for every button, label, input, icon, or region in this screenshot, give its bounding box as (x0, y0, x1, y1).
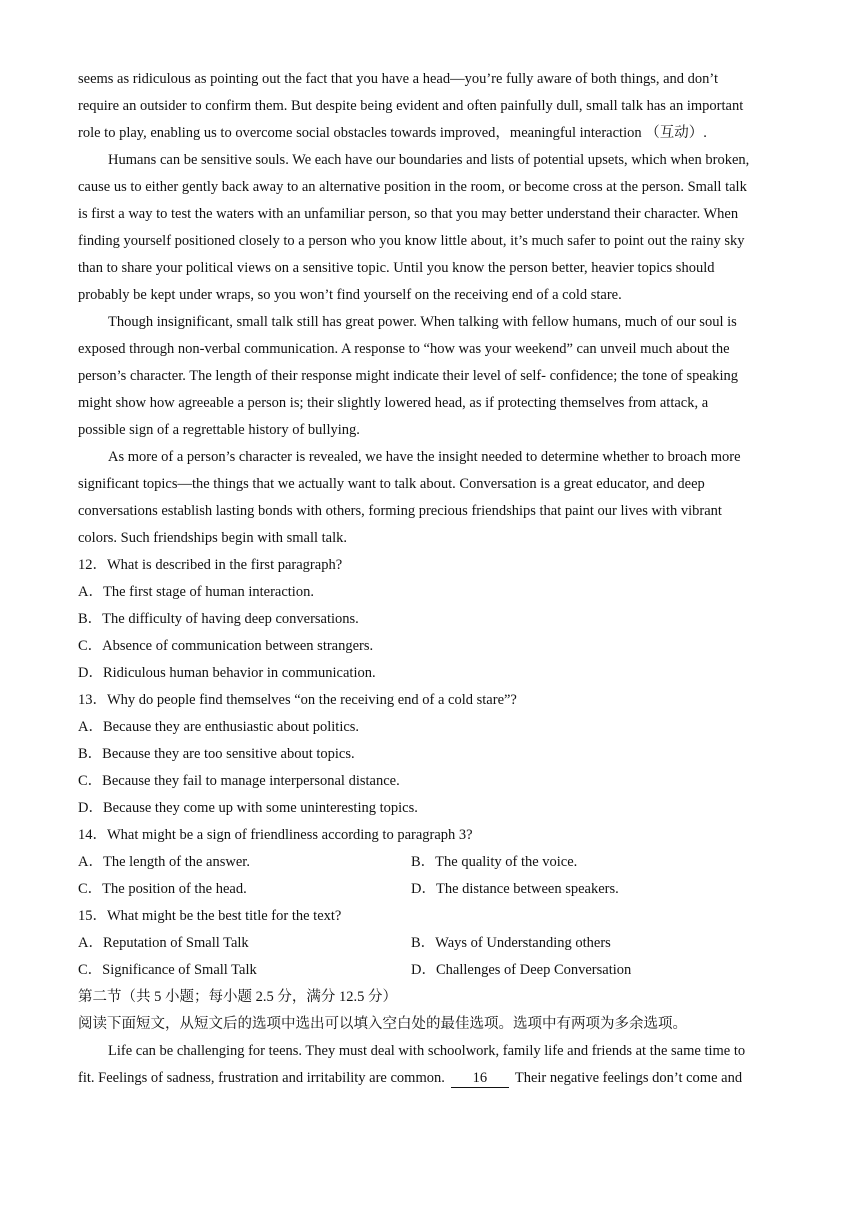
text-line: is first a way to test the waters with an unfamiliar person, so that you may better understand their character. When (78, 206, 739, 222)
option-d: D．The distance between speakers. (411, 881, 619, 897)
text-line: Though insignificant, small talk still has great power. When talking with fellow humans, much of our soul is (108, 314, 737, 330)
options-row (78, 849, 778, 876)
question-stem: 15．What might be the best title for the text? (78, 908, 342, 924)
blank-16[interactable]: 16 (451, 1069, 509, 1088)
question-12 (78, 552, 778, 687)
option-c: C．Significance of Small Talk (78, 962, 257, 978)
text-line: finding yourself positioned closely to a person who you know little about, it’s much safer to point out the rainy sky (78, 233, 745, 249)
option-d: D．Because they come up with some uninteresting topics. (78, 800, 418, 816)
text-line: Humans can be sensitive souls. We each have our boundaries and lists of potential upsets, which when broken, (108, 152, 750, 168)
option-b: B．Because they are too sensitive about topics. (78, 746, 355, 762)
question-15 (78, 903, 778, 984)
text-line: possible sign of a regrettable history of bullying. (78, 422, 360, 438)
text-line: conversations establish lasting bonds with others, forming precious friendships that paint our lives with vibrant (78, 503, 722, 519)
text-line: might show how agreeable a person is; their slightly lowered head, as if protecting themselves from attack, a (78, 395, 709, 411)
question-14 (78, 822, 778, 903)
question-stem: 13．Why do people find themselves “on the receiving end of a cold stare”? (78, 692, 517, 708)
paragraph-4 (78, 444, 778, 552)
text-line: As more of a person’s character is revealed, we have the insight needed to determine whether to broach more (108, 449, 741, 465)
text-before-blank: fit. Feelings of sadness, frustration and irritability are common. (78, 1070, 445, 1086)
text-line: person’s character. The length of their response might indicate their level of self- confidence; the tone of speaking (78, 368, 739, 384)
text-line: exposed through non-verbal communication. A response to “how was your weekend” can unveil much about the (78, 341, 730, 357)
text-line: cause us to either gently back away to an alternative position in the room, or become cross at the person. Small talk (78, 179, 747, 195)
option-d: D．Challenges of Deep Conversation (411, 962, 632, 978)
paragraph-2 (78, 147, 778, 309)
text-line: probably be kept under wraps, so you won’t find yourself on the receiving end of a cold stare. (78, 287, 622, 303)
options-row (78, 930, 778, 957)
option-b: B．The difficulty of having deep conversations. (78, 611, 359, 627)
option-d: D．Ridiculous human behavior in communication. (78, 665, 376, 681)
text-after-blank: Their negative feelings don’t come and (514, 1070, 743, 1086)
question-stem: 14．What might be a sign of friendliness according to paragraph 3? (78, 827, 473, 843)
text-line: colors. Such friendships begin with small talk. (78, 530, 348, 546)
text-line: significant topics—the things that we actually want to talk about. Conversation is a great educator, and deep (78, 476, 705, 492)
text-line: role to play, enabling us to overcome social obstacles towards improved，meaningful interaction （互动）. (78, 125, 707, 141)
section-instruction: 阅读下面短文，从短文后的选项中选出可以填入空白处的最佳选项。选项中有两项为多余选项。 (78, 1016, 687, 1032)
option-b: B．The quality of the voice. (411, 854, 578, 870)
text-line: Life can be challenging for teens. They must deal with schoolwork, family life and friends at the same time to (108, 1043, 746, 1059)
question-stem: 12．What is described in the first paragraph? (78, 557, 343, 573)
options-row (78, 876, 778, 903)
option-a: A．The length of the answer. (78, 854, 250, 870)
text-line: require an outsider to confirm them. But despite being evident and often painfully dull, small talk has an important (78, 98, 744, 114)
exam-page (78, 66, 778, 1092)
section-heading: 第二节（共 5 小题；每小题 2.5 分，满分 12.5 分） (78, 989, 397, 1005)
text-line: than to share your political views on a sensitive topic. Until you know the person better, heavier topics should (78, 260, 715, 276)
option-c: C．Absence of communication between strangers. (78, 638, 374, 654)
option-a: A．Because they are enthusiastic about politics. (78, 719, 360, 735)
options-row (78, 957, 778, 984)
text-line-with-blank (78, 1065, 778, 1092)
option-a: A．Reputation of Small Talk (78, 935, 249, 951)
question-13 (78, 687, 778, 822)
option-c: C．The position of the head. (78, 881, 247, 897)
option-b: B．Ways of Understanding others (411, 935, 611, 951)
paragraph-3 (78, 309, 778, 444)
section-2 (78, 984, 778, 1092)
option-c: C．Because they fail to manage interpersonal distance. (78, 773, 400, 789)
text-line: seems as ridiculous as pointing out the fact that you have a head—you’re fully aware of both things, and don’t (78, 71, 718, 87)
paragraph-1 (78, 66, 778, 147)
option-a: A．The first stage of human interaction. (78, 584, 314, 600)
